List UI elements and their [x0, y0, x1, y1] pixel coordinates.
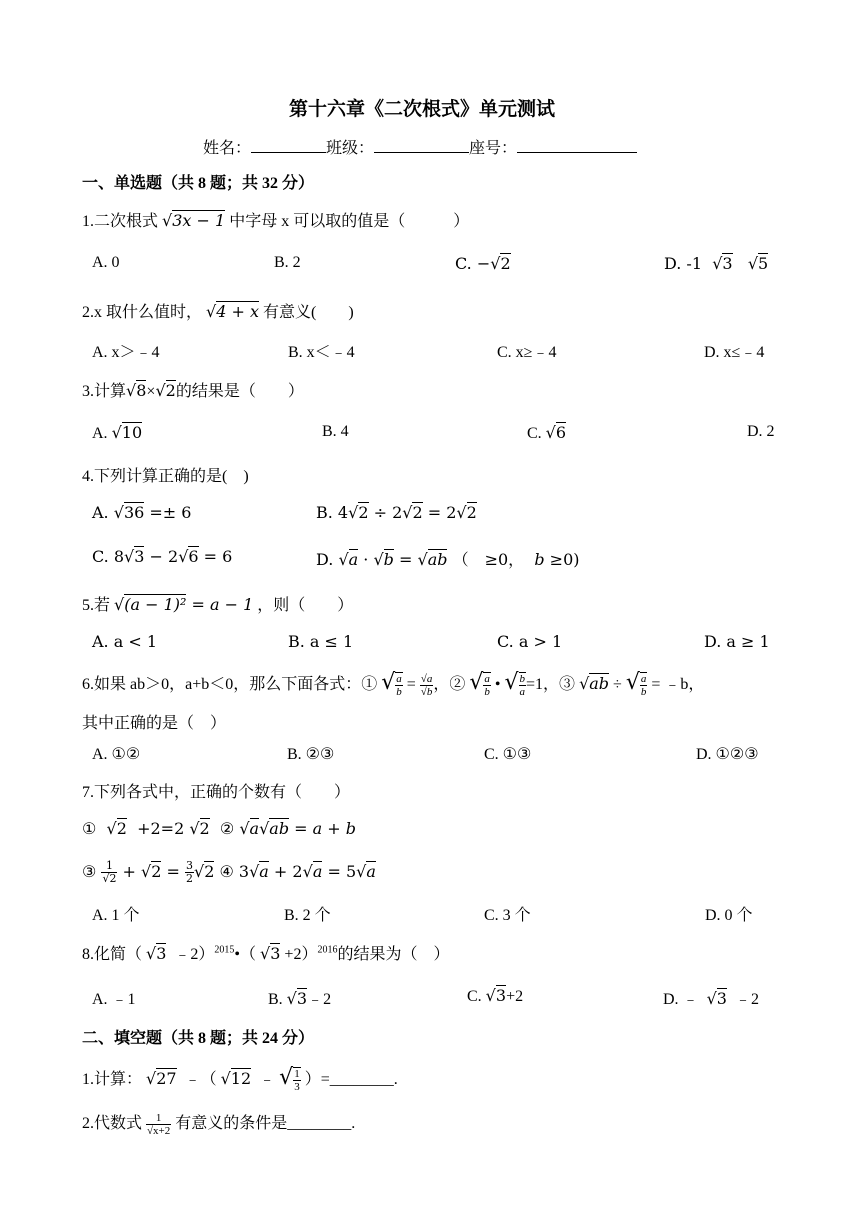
sqrt-icon: √	[220, 1069, 231, 1088]
q7-line1: ① √2 +2=2 √2 ② √a√ab = a + b	[82, 819, 357, 838]
sqrt-icon: √	[249, 862, 260, 881]
q7-option-c[interactable]: C. 3 个	[484, 907, 531, 924]
sqrt-icon: √	[259, 819, 270, 838]
sqrt-icon: √	[111, 423, 122, 442]
class-label: 班级：	[326, 140, 375, 157]
student-info-line	[203, 135, 637, 158]
sqrt-icon: √	[279, 1065, 294, 1090]
sqrt-icon: √	[260, 944, 271, 963]
sqrt-icon: √	[146, 1069, 157, 1088]
q6-line2: 其中正确的是（ ）	[82, 715, 227, 732]
sqrt-icon: √	[155, 381, 166, 400]
q7-line2: ③ $\frac{1}{√2}$ + √2 = $\frac{3}{2}$ √2 ④ 3√a + 2√a = 5√a	[82, 859, 376, 885]
sqrt-icon: √	[194, 862, 205, 881]
sqrt-icon: √	[348, 503, 359, 522]
sqrt-icon: √	[114, 595, 125, 614]
q3-option-d[interactable]: D. 2	[747, 423, 775, 440]
question-7: 7.下列各式中，正确的个数有（ ）	[82, 784, 351, 801]
sqrt-icon: √	[469, 670, 484, 695]
sqrt-icon: √	[338, 550, 349, 569]
q2-option-c[interactable]: C. x≥﹣4	[497, 344, 557, 361]
sqrt-icon: √	[106, 819, 117, 838]
seat-label: 座号：	[469, 140, 518, 157]
q1-radicand: 3x − 1	[172, 211, 226, 230]
sqrt-icon: √	[545, 423, 556, 442]
q7-option-d[interactable]: D. 0 个	[705, 907, 753, 924]
q1-option-a[interactable]: A. 0	[92, 254, 120, 271]
q8-option-a[interactable]: A. ﹣1	[92, 991, 136, 1008]
q8-option-c[interactable]: C. √3+2	[467, 986, 524, 1005]
sqrt-icon: √	[178, 547, 189, 566]
section-heading-2: 二、填空题（共 8 题；共 24 分）	[82, 1030, 315, 1047]
name-label: 姓名：	[203, 140, 252, 157]
sqrt-icon: √	[146, 944, 157, 963]
sqrt-icon: √	[625, 670, 640, 695]
q6-option-b[interactable]: B. ②③	[287, 746, 335, 763]
q1-stem: 1.二次根式	[82, 213, 159, 230]
q5-option-a[interactable]: A. a < 1	[92, 632, 158, 651]
sqrt-icon: √	[381, 670, 396, 695]
class-blank[interactable]	[374, 138, 469, 153]
q7-option-a[interactable]: A. 1 个	[92, 907, 140, 924]
seat-blank[interactable]	[517, 138, 637, 153]
q1-option-d[interactable]: D. -1 √3 √5	[664, 254, 769, 273]
question-5: 5.若 √(a − 1)² = a − 1 ，则（ ）	[82, 595, 354, 614]
q3-option-a[interactable]: A. √10	[92, 423, 143, 442]
sqrt-icon: √	[141, 862, 152, 881]
sqrt-icon: √	[747, 254, 759, 273]
q5-option-d[interactable]: D. a ≥ 1	[704, 632, 770, 651]
name-blank[interactable]	[251, 138, 326, 153]
q6-option-a[interactable]: A. ①②	[92, 746, 141, 763]
sqrt-icon: √	[189, 819, 200, 838]
sqrt-icon: √	[402, 503, 413, 522]
sqrt-icon: √	[456, 503, 467, 522]
q1-stem-end: 中字母 x 可以取的值是（ ）	[229, 213, 470, 230]
q4-option-c[interactable]: C. 8√3 − 2√6 = 6	[92, 547, 233, 566]
q6-option-c[interactable]: C. ①③	[484, 746, 532, 763]
question-8: 8.化简（ √3 ﹣2）$^{2015}$•（ √3 +2）$^{2016}$的结果为（ ）	[82, 944, 450, 963]
q2-option-a[interactable]: A. x＞﹣4	[92, 344, 160, 361]
sqrt-icon: √	[162, 211, 173, 230]
q8-option-b[interactable]: B. √3﹣2	[268, 989, 332, 1008]
question-3: 3.计算√8×√2的结果是（ ）	[82, 381, 304, 400]
q3-option-c[interactable]: C. √6	[527, 423, 567, 442]
q1-option-b[interactable]: B. 2	[274, 254, 301, 271]
q2-option-b[interactable]: B. x＜﹣4	[288, 344, 355, 361]
sqrt-icon: √	[504, 670, 519, 695]
sqrt-icon: √	[206, 302, 217, 321]
q5-option-b[interactable]: B. a ≤ 1	[288, 632, 354, 651]
q2-option-d[interactable]: D. x≤﹣4	[704, 344, 765, 361]
question-4: 4.下列计算正确的是( )	[82, 468, 249, 485]
question-6: 6.如果 ab＞0，a+b＜0，那么下面各式：① √ $\frac{a}{b}$ = $\frac{√a}{√b}$ ，② √ $\frac{a}{b}$ • √ $\frac{b}{a}$ =1，③ √ab ÷ √ $\frac{a}{b}$ = ﹣b，	[82, 670, 705, 699]
q1-option-c[interactable]: C. −√2	[455, 254, 511, 273]
q5-option-c[interactable]: C. a > 1	[497, 632, 563, 651]
question-1	[82, 208, 469, 231]
q4-option-b[interactable]: B. 4√2 ÷ 2√2 = 2√2	[316, 503, 477, 522]
sqrt-icon: √	[485, 986, 496, 1005]
sqrt-icon: √	[286, 989, 297, 1008]
question-2: 2.x 取什么值时， √4 + x 有意义( )	[82, 302, 354, 321]
q4-option-a[interactable]: A. √36 =± 6	[92, 503, 192, 522]
sqrt-icon: √	[124, 547, 135, 566]
sqrt-icon: √	[126, 381, 137, 400]
q8-option-d[interactable]: D. ﹣ √3 ﹣2	[663, 989, 759, 1008]
sqrt-icon: √	[239, 819, 250, 838]
sqrt-icon: √	[417, 550, 428, 569]
fill-question-1: 1.计算： √27 ﹣（ √12 ﹣ √ $\frac{1}{3}$ ）=________.	[82, 1065, 398, 1094]
page-title: 第十六章《二次根式》单元测试	[289, 99, 556, 120]
q4-option-d[interactable]: D. √a · √b = √ab （ ≥0， b ≥0)	[316, 550, 580, 569]
sqrt-icon: √	[356, 862, 367, 881]
sqrt-icon: √	[490, 254, 501, 273]
q7-option-b[interactable]: B. 2 个	[284, 907, 331, 924]
q6-option-d[interactable]: D. ①②③	[696, 746, 759, 763]
q3-option-b[interactable]: B. 4	[322, 423, 349, 440]
sqrt-icon: √	[302, 862, 313, 881]
section-heading-1: 一、单选题（共 8 题；共 32 分）	[82, 175, 315, 192]
sqrt-icon: √	[706, 989, 717, 1008]
sqrt-icon: √	[373, 550, 384, 569]
sqrt-icon: √	[579, 674, 590, 693]
fill-question-2: 2.代数式 $\frac{1}{√x+2}$ 有意义的条件是________.	[82, 1111, 356, 1137]
sqrt-icon: √	[113, 503, 124, 522]
sqrt-icon: √	[712, 254, 723, 273]
